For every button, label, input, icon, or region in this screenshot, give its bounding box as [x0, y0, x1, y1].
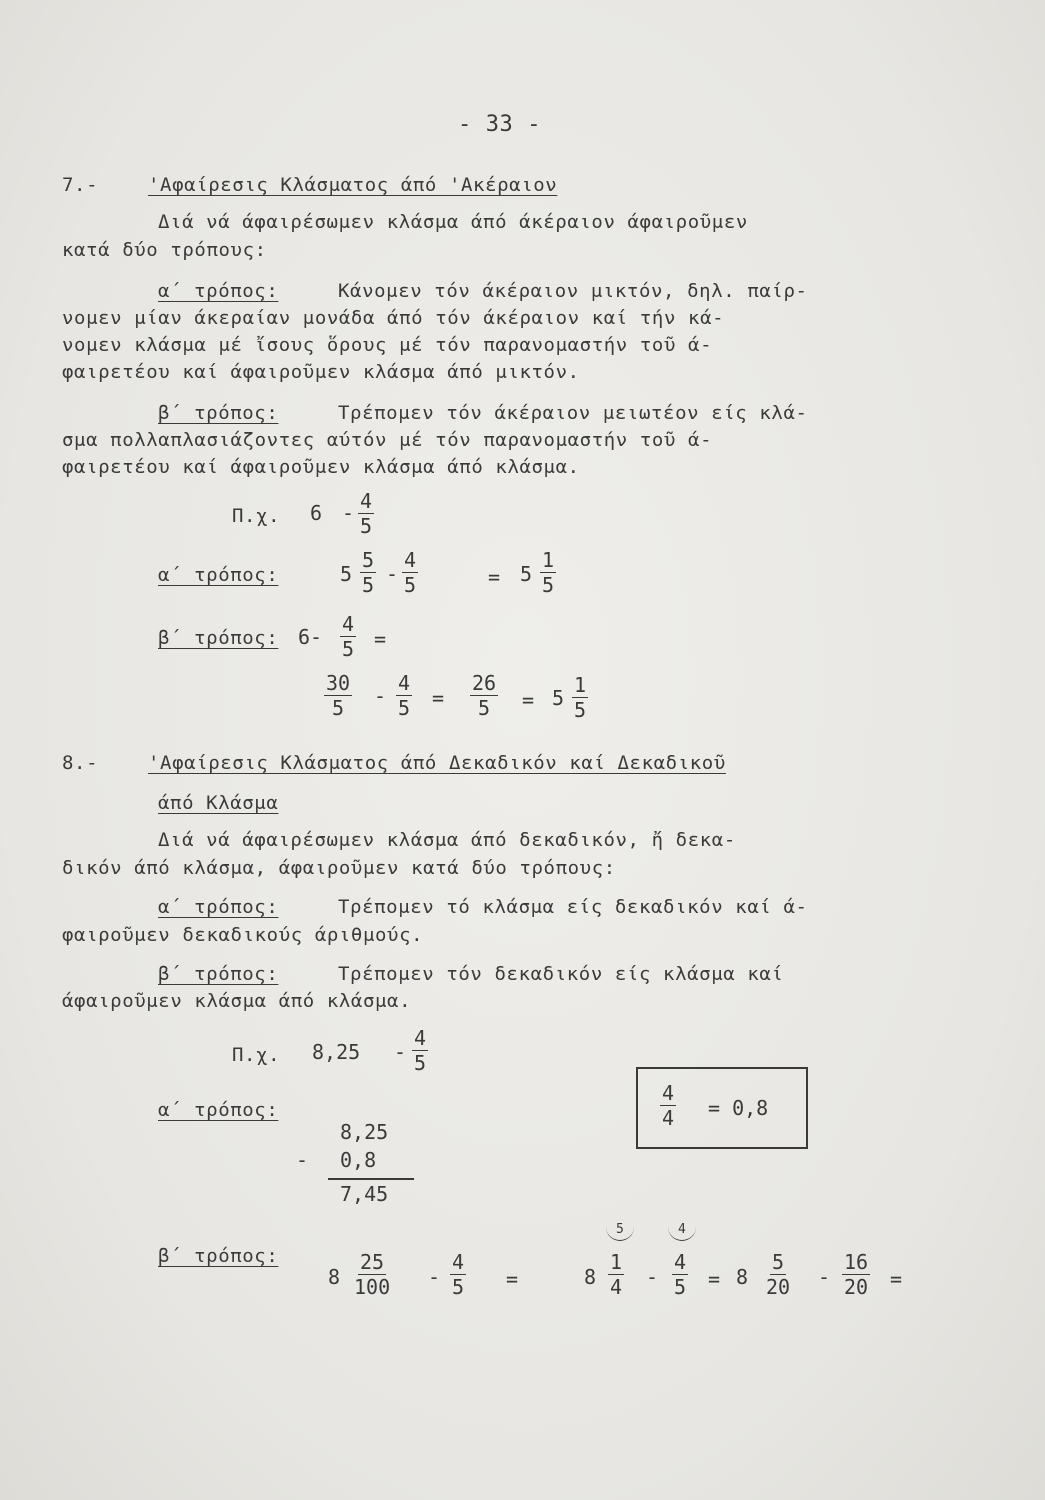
example7-c-fraction2	[396, 672, 412, 719]
example8-b2-equals: =	[708, 1267, 721, 1291]
example7-a-fraction1	[360, 549, 376, 596]
subtraction-bottom: 0,8	[340, 1148, 377, 1172]
section7-intro-line1: Διά νά άφαιρέσωμεν κλάσμα άπό άκέραιον άφαιροῦμεν	[158, 211, 748, 233]
subtraction-result: 7,45	[340, 1182, 389, 1206]
example7-c-equals2: =	[522, 688, 535, 712]
example7-a-fraction2	[402, 549, 418, 596]
example8-method-a-label: α΄ τρόπος:	[158, 1099, 279, 1121]
example7-a-minus: -	[386, 562, 399, 586]
subtraction-rule	[328, 1178, 414, 1180]
fraction-denominator: 5	[674, 1275, 687, 1299]
example8-b2-whole: 8	[584, 1265, 597, 1289]
multiplier-1: 5	[616, 1222, 624, 1237]
example7-b-equals: =	[374, 627, 387, 651]
example7-a-result-whole: 5	[520, 562, 533, 586]
example7-whole: 6	[310, 501, 323, 525]
example8-px: Π.χ.	[232, 1044, 281, 1066]
example8-b1-minus: -	[428, 1265, 441, 1289]
section8-method-a-line1: Τρέπομεν τό κλάσμα είς δεκαδικόν καί ά-	[338, 896, 808, 918]
section7-method-a-line3: νομεν κλάσμα μέ ἴσους ὅρους μέ τόν παρανομαστήν τοῦ ά-	[62, 334, 713, 356]
fraction-denominator: 20	[844, 1275, 869, 1299]
fraction-denominator: 5	[360, 514, 373, 538]
page-number: - 33 -	[458, 112, 542, 137]
section7-method-b-label: β΄ τρόπος:	[158, 402, 279, 424]
fraction-numerator: 25	[360, 1250, 385, 1274]
section7-method-a-line1: Κάνομεν τόν άκέραιον μικτόν, δηλ. παίρ-	[338, 280, 808, 302]
conversion-box-result: = 0,8	[708, 1096, 769, 1120]
section7-number: 7.-	[62, 174, 99, 196]
fraction-denominator: 5	[478, 696, 491, 720]
section8-method-b-line2: άφαιροῦμεν κλάσμα άπό κλάσμα.	[62, 990, 412, 1012]
example8-b3-whole: 8	[736, 1265, 749, 1289]
example8-b2-fraction1	[608, 1251, 624, 1298]
fraction-denominator: 5	[574, 698, 587, 722]
fraction-numerator: 30	[326, 671, 351, 695]
fraction-numerator: 1	[610, 1250, 623, 1274]
fraction-numerator: 4	[342, 612, 355, 636]
example8-b3-fraction2	[842, 1251, 870, 1298]
example7-method-b-label: β΄ τρόπος:	[158, 627, 279, 649]
example7-c-result-fraction	[572, 674, 588, 721]
section8-title-line2: άπό Κλάσμα	[158, 792, 279, 814]
example7-fraction	[358, 490, 374, 537]
example7-c-minus: -	[374, 684, 387, 708]
section8-method-a-line2: φαιροῦμεν δεκαδικούς άριθμούς.	[62, 924, 424, 946]
fraction-denominator: 5	[398, 696, 411, 720]
fraction-denominator: 20	[766, 1275, 791, 1299]
multiplier-arc-2	[668, 1226, 696, 1241]
fraction-numerator: 5	[362, 548, 375, 572]
fraction-denominator: 5	[332, 696, 345, 720]
fraction-numerator: 4	[414, 1026, 427, 1050]
example7-c-result-whole: 5	[552, 686, 565, 710]
multiplier-arc-1	[606, 1226, 634, 1241]
section8-method-b-label: β΄ τρόπος:	[158, 963, 279, 985]
example8-b2-fraction2	[672, 1251, 688, 1298]
example7-px: Π.χ.	[232, 505, 281, 527]
section8-method-a-label: α΄ τρόπος:	[158, 896, 279, 918]
example7-b-start: 6-	[298, 625, 323, 649]
section7-title: 'Αφαίρεσις Κλάσματος άπό 'Ακέραιον	[148, 174, 558, 196]
fraction-denominator: 5	[542, 573, 555, 597]
fraction-denominator: 5	[452, 1275, 465, 1299]
section8-number: 8.-	[62, 752, 99, 774]
fraction-numerator: 4	[360, 489, 373, 513]
fraction-denominator: 5	[404, 573, 417, 597]
example7-c-equals1: =	[432, 686, 445, 710]
example7-a-equals: =	[488, 565, 501, 589]
example7-minus: -	[342, 501, 355, 525]
example8-b2-minus: -	[646, 1265, 659, 1289]
fraction-denominator: 5	[342, 637, 355, 661]
fraction-numerator: 1	[542, 548, 555, 572]
section8-intro-line2: δικόν άπό κλάσμα, άφαιροῦμεν κατά δύο τρόπους:	[62, 857, 616, 879]
conversion-box-fraction	[660, 1082, 676, 1129]
example7-a-result-fraction	[540, 549, 556, 596]
example8-b3-equals: =	[890, 1267, 903, 1291]
example8-minus: -	[394, 1040, 407, 1064]
fraction-numerator: 1	[574, 673, 587, 697]
section7-method-b-line2: σμα πολλαπλασιάζοντες αύτόν μέ τόν παρανομαστήν τοῦ ά-	[62, 429, 713, 451]
section7-method-b-line1: Τρέπομεν τόν άκέραιον μειωτέον είς κλά-	[338, 402, 808, 424]
section8-title-line1: 'Αφαίρεσις Κλάσματος άπό Δεκαδικόν καί Δεκαδικοῦ	[148, 752, 726, 774]
fraction-denominator: 5	[414, 1051, 427, 1075]
section7-method-a-label: α΄ τρόπος:	[158, 280, 279, 302]
example8-fraction	[412, 1027, 428, 1074]
example7-c-fraction1	[324, 672, 352, 719]
example7-b-fraction	[340, 613, 356, 660]
example8-b1-whole: 8	[328, 1265, 341, 1289]
subtraction-minus: -	[296, 1148, 309, 1172]
section7-method-b-line3: φαιρετέου καί άφαιροῦμεν κλάσμα άπό κλάσμα.	[62, 456, 580, 478]
subtraction-top: 8,25	[340, 1120, 389, 1144]
fraction-denominator: 5	[362, 573, 375, 597]
example8-b1-fraction2	[450, 1251, 466, 1298]
example8-method-b-label: β΄ τρόπος:	[158, 1245, 279, 1267]
multiplier-2: 4	[678, 1222, 686, 1237]
fraction-denominator: 4	[610, 1275, 623, 1299]
example7-a-whole: 5	[340, 562, 353, 586]
fraction-numerator: 4	[398, 671, 411, 695]
example8-b3-minus: -	[818, 1265, 831, 1289]
fraction-numerator: 4	[452, 1250, 465, 1274]
example8-decimal: 8,25	[312, 1040, 361, 1064]
example8-b1-equals: =	[506, 1267, 519, 1291]
section7-intro-line2: κατά δύο τρόπους:	[62, 239, 267, 261]
section8-intro-line1: Διά νά άφαιρέσωμεν κλάσμα άπό δεκαδικόν, ἤ δεκα-	[158, 829, 736, 851]
fraction-denominator: 100	[354, 1275, 391, 1299]
fraction-numerator: 4	[404, 548, 417, 572]
section7-method-a-line2: νομεν μίαν άκεραίαν μονάδα άπό τόν άκέραιον καί τήν κά-	[62, 307, 725, 329]
example7-c-fraction3	[470, 672, 498, 719]
fraction-numerator: 4	[674, 1250, 687, 1274]
example7-method-a-label: α΄ τρόπος:	[158, 564, 279, 586]
example8-b3-fraction1	[764, 1251, 792, 1298]
fraction-numerator: 16	[844, 1250, 869, 1274]
fraction-numerator: 4	[662, 1081, 675, 1105]
fraction-denominator: 4	[662, 1106, 675, 1130]
fraction-numerator: 5	[772, 1250, 785, 1274]
section8-method-b-line1: Τρέπομεν τόν δεκαδικόν είς κλάσμα καί	[338, 963, 784, 985]
section7-method-a-line4: φαιρετέου καί άφαιροῦμεν κλάσμα άπό μικτόν.	[62, 361, 580, 383]
fraction-numerator: 26	[472, 671, 497, 695]
example8-b1-fraction1	[352, 1251, 392, 1298]
